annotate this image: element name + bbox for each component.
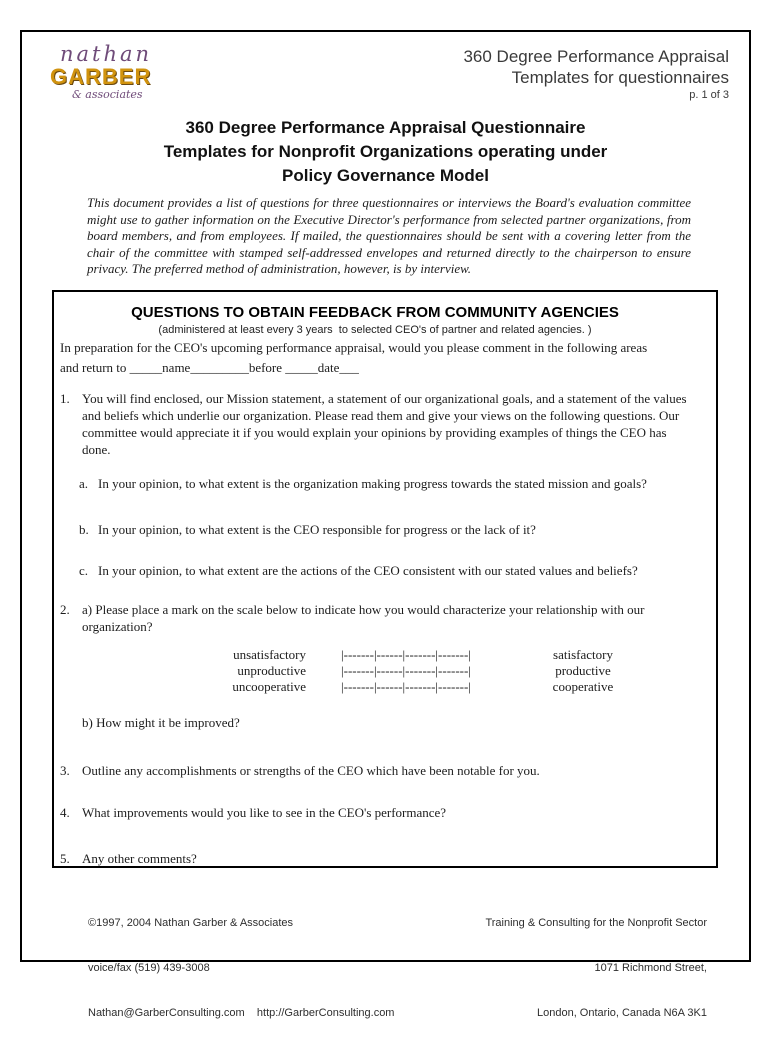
question-4-number: 4. [60, 804, 70, 820]
question-2b-text: b) How might it be improved? [82, 714, 240, 730]
question-2 [60, 601, 690, 635]
question-3 [60, 762, 690, 779]
rating-scale-table [60, 647, 690, 695]
footer-email-website: Nathan@GarberConsulting.com http://GarberConsulting.com [88, 1007, 395, 1019]
question-1-text: You will find enclosed, our Mission statement, a statement of our organizational goals, and a statement of the values and beliefs which underlie our organization. Please read them and give your views on the following questions. Our committee would appreciate it if you would explain your opinions by providing examples of things the CEO has done. [82, 390, 687, 457]
rating-scale-row [60, 679, 690, 695]
footer-street: 1071 Richmond Street, [594, 962, 707, 974]
footer-contact-block [88, 886, 394, 1051]
question-5-number: 5. [60, 850, 70, 866]
question-1c-letter: c. [79, 562, 89, 578]
header-title-line2: Templates for questionnaires [511, 68, 729, 87]
question-1a-text: In your opinion, to what extent is the organization making progress towards the stated mission and goals? [98, 475, 647, 491]
question-1a [79, 475, 690, 492]
logo-name-main: GARBER [50, 64, 152, 89]
document-title-line3: Policy Governance Model [282, 166, 489, 185]
question-4 [60, 804, 690, 821]
document-title [22, 116, 749, 188]
page-header [22, 32, 749, 102]
questionnaire-heading: QUESTIONS TO OBTAIN FEEDBACK FROM COMMUNITY AGENCIES [131, 303, 619, 321]
footer-city: London, Ontario, Canada N6A 3K1 [536, 1007, 707, 1019]
footer-copyright: ©1997, 2004 Nathan Garber & Associates [88, 917, 294, 929]
page-frame [20, 30, 751, 1019]
questionnaire-subheading: (administered at least every 3 years to selected CEO's of partner and related agencies. ) [158, 323, 592, 336]
question-2-number: 2. [60, 601, 70, 617]
question-2a-text: a) Please place a mark on the scale below to indicate how you would characterize your relationship with our organization? [82, 601, 645, 634]
scale-line: |-------|------|-------|-------| [341, 662, 471, 678]
question-1c-text: In your opinion, to what extent are the actions of the CEO consistent with our stated values and beliefs? [98, 562, 638, 578]
scale-label-right: satisfactory [553, 646, 613, 662]
question-1b-letter: b. [79, 521, 89, 537]
scale-line: |-------|------|-------|-------| [341, 646, 471, 662]
question-1b-text: In your opinion, to what extent is the CEO responsible for progress or the lack of it? [98, 521, 536, 537]
page-footer [22, 886, 749, 1051]
footer-address-block [485, 886, 707, 1051]
scale-label-right: cooperative [552, 678, 614, 694]
footer-phone: voice/fax (519) 439-3008 [88, 962, 210, 974]
company-logo [50, 44, 152, 100]
question-1-number: 1. [60, 390, 70, 406]
question-1c [79, 562, 690, 579]
scale-label-right: productive [555, 662, 611, 678]
document-title-line1: 360 Degree Performance Appraisal Questionnaire [185, 118, 586, 137]
header-title-line1: 360 Degree Performance Appraisal [463, 47, 729, 66]
header-title-block [463, 44, 729, 102]
logo-name-top: nathan [60, 42, 153, 66]
scale-label-left: unproductive [237, 662, 306, 678]
logo-name-sub: & associates [72, 88, 143, 101]
question-5-text: Any other comments? [82, 850, 197, 866]
question-5 [60, 850, 690, 867]
rating-scale-row [60, 647, 690, 663]
question-1b [79, 521, 690, 538]
intro-paragraph: This document provides a list of questions for three questionnaires or interviews the Board's evaluation committee might use to gather information on the Executive Director's performance from selected partner organizations, from board members, and from employees. If mailed, the questionnaires should be sent with a covering letter from the chair of the committee with stamped self-addressed envelopes and returned directly to the chairperson to ensure privacy. The preferred method of administration, however, is by interview. [87, 195, 691, 276]
document-title-line2: Templates for Nonprofit Organizations operating under [163, 142, 608, 161]
questionnaire-box [52, 290, 718, 868]
scale-label-left: uncooperative [232, 678, 306, 694]
question-3-number: 3. [60, 762, 70, 778]
questionnaire-intro-line1: In preparation for the CEO's upcoming performance appraisal, would you please comment in the following areas [60, 339, 648, 355]
question-4-text: What improvements would you like to see in the CEO's performance? [82, 804, 447, 820]
scale-line: |-------|------|-------|-------| [341, 678, 471, 694]
question-1a-letter: a. [79, 475, 89, 491]
question-1 [60, 390, 690, 458]
rating-scale-row [60, 663, 690, 679]
questionnaire-intro-line2: and return to _____name_________before _____date___ [60, 359, 359, 375]
footer-tagline: Training & Consulting for the Nonprofit Sector [485, 917, 707, 929]
page-indicator: p. 1 of 3 [689, 89, 729, 101]
scale-label-left: unsatisfactory [233, 646, 306, 662]
question-3-text: Outline any accomplishments or strengths of the CEO which have been notable for you. [82, 762, 540, 778]
